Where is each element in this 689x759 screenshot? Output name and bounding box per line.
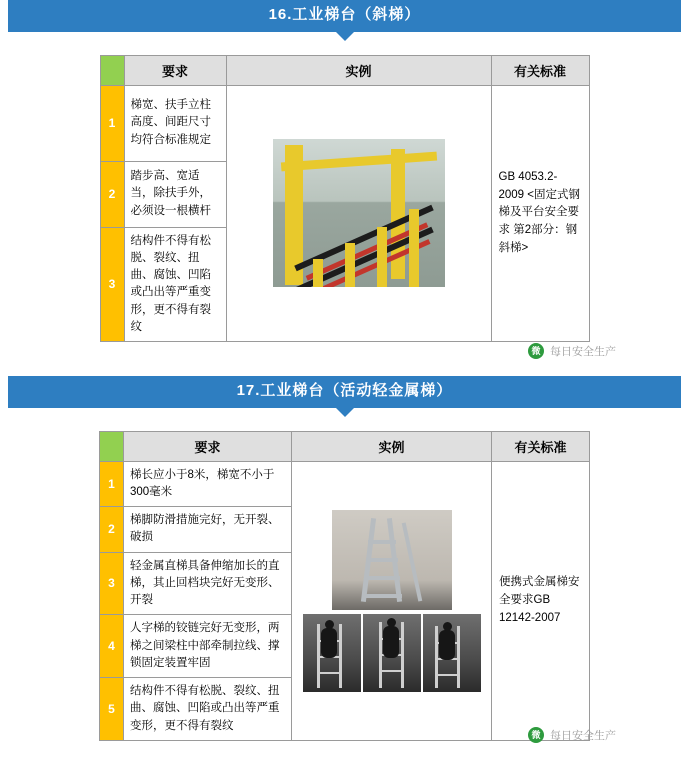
ladder-usage-photo-row [298,614,485,692]
section-16-table [100,55,590,343]
watermark-17 [528,727,616,743]
example-image-cell [226,85,491,342]
section-17-table-wrap [0,431,689,741]
ladder-usage-photo-2 [363,614,421,692]
row-number: 3 [100,227,124,342]
header-num [100,55,124,85]
header-standard: 有关标准 [492,431,590,461]
row-requirement: 人字梯的铰链完好无变形，两梯之间梁柱中部牵制拉线、撑锁固定装置牢固 [124,615,292,678]
row-requirement: 梯宽、扶手立柱高度、间距尺寸均符合标准规定 [124,85,226,161]
row-requirement: 结构件不得有松脱、裂纹、扭曲、腐蚀、凹陷或凸出等严重变形，更不得有裂纹 [124,227,226,342]
example-image-cell [292,461,492,740]
standard-text: 便携式金属梯安全要求GB 12142-2007 [492,461,590,740]
standard-text: GB 4053.2-2009 <固定式钢梯及平台安全要求 第2部分：钢斜梯> [491,85,589,342]
row-number: 1 [100,85,124,161]
row-requirement: 踏步高、宽适当，除扶手外，必须设一根横杆 [124,161,226,227]
step-ladder-photo [332,510,452,610]
row-number: 2 [100,507,124,553]
header-standard: 有关标准 [491,55,589,85]
row-requirement: 轻金属直梯具备伸缩加长的直梯，其止回档块完好无变形、开裂 [124,552,292,615]
row-number: 5 [100,678,124,741]
banner-arrow-icon [336,32,354,41]
wechat-icon: 微 [528,343,544,359]
row-requirement: 梯长应小于8米，梯宽不小于300毫米 [124,461,292,507]
section-16-title: 16.工业梯台（斜梯） [8,0,681,32]
banner-arrow-icon [336,408,354,417]
row-number: 2 [100,161,124,227]
header-num [100,431,124,461]
header-requirement: 要求 [124,431,292,461]
header-example: 实例 [226,55,491,85]
table-header-row [100,55,589,85]
section-16-banner-wrap [0,0,689,41]
watermark-16 [528,343,616,359]
wechat-icon: 微 [528,727,544,743]
table-row [100,461,590,507]
row-requirement: 结构件不得有松脱、裂纹、扭曲、腐蚀、凹陷或凸出等严重变形，更不得有裂纹 [124,678,292,741]
industrial-stair-photo [273,139,445,287]
row-number: 4 [100,615,124,678]
header-requirement: 要求 [124,55,226,85]
section-17-title: 17.工业梯台（活动轻金属梯） [8,376,681,408]
ladder-usage-photo-3 [423,614,481,692]
watermark-text: 每日安全生产 [550,730,616,742]
section-17-table [99,431,590,741]
table-row [100,85,589,161]
row-number: 1 [100,461,124,507]
row-number: 3 [100,552,124,615]
header-example: 实例 [292,431,492,461]
row-requirement: 梯脚防滑措施完好，无开裂、破损 [124,507,292,553]
section-17-banner-wrap [0,376,689,417]
section-16-table-wrap [0,55,689,343]
table-header-row [100,431,590,461]
watermark-text: 每日安全生产 [550,346,616,358]
ladder-usage-photo-1 [303,614,361,692]
